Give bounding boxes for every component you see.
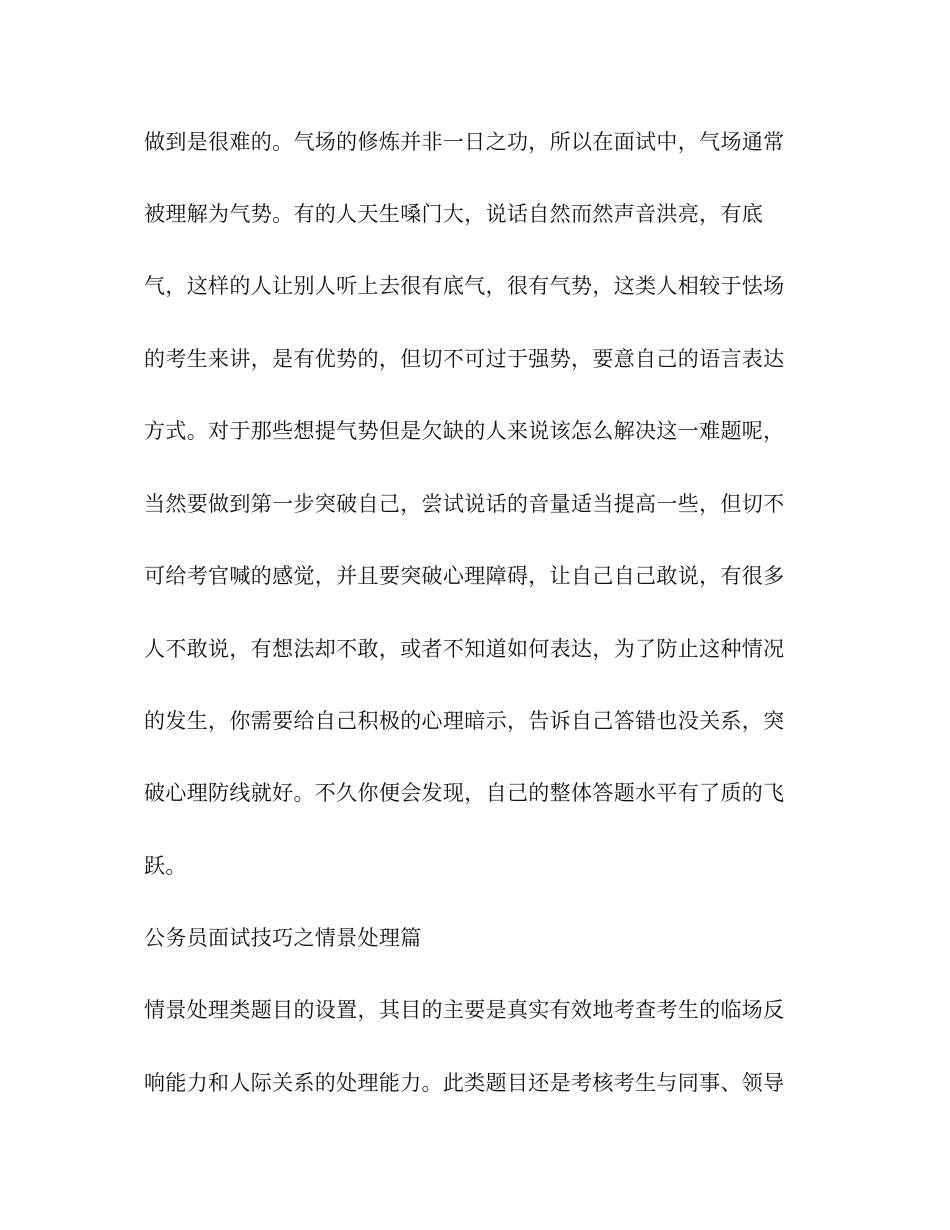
paragraph-line: 可给考官喊的感觉，并且要突破心理障碍，让自己自己敢说，有很多 — [144, 564, 785, 588]
paragraph-line: 做到是很难的。气场的修炼并非一日之功，所以在面试中，气场通常 — [144, 130, 785, 154]
paragraph-line: 人不敢说，有想法却不敢，或者不知道如何表达，为了防止这种情况 — [144, 637, 785, 661]
paragraph-line: 当然要做到第一步突破自己，尝试说话的音量适当提高一些，但切不 — [144, 492, 785, 516]
paragraph-line: 的发生，你需要给自己积极的心理暗示，告诉自己答错也没关系，突 — [144, 709, 785, 733]
paragraph-line: 被理解为气势。有的人天生嗓门大，说话自然而然声音洪亮，有底 — [144, 202, 764, 226]
section-heading: 公务员面试技巧之情景处理篇 — [144, 926, 422, 950]
paragraph-line: 响能力和人际关系的处理能力。此类题目还是考核考生与同事、领导 — [144, 1071, 785, 1095]
paragraph-line: 方式。对于那些想提气势但是欠缺的人来说该怎么解决这一难题呢， — [144, 419, 785, 443]
paragraph-line: 情景处理类题目的设置，其目的主要是真实有效地考查考生的临场反 — [144, 998, 785, 1022]
paragraph-line: 跃。 — [144, 854, 187, 878]
paragraph-line: 的考生来讲，是有优势的，但切不可过于强势，要意自己的语言表达 — [144, 347, 785, 371]
paragraph-line: 气，这样的人让别人听上去很有底气，很有气势，这类人相较于怯场 — [144, 274, 785, 298]
paragraph-line: 破心理防线就好。不久你便会发现，自己的整体答题水平有了质的飞 — [144, 781, 785, 805]
